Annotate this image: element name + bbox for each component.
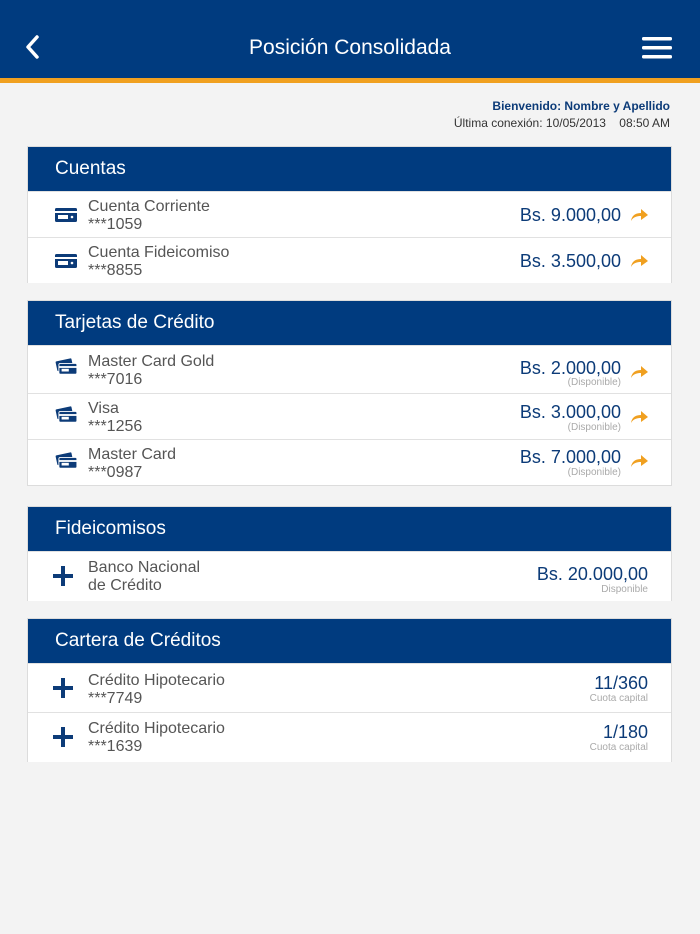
bank-card-icon	[55, 207, 79, 225]
credit-card-row[interactable]	[28, 345, 671, 393]
loan-installment: 1/180	[602, 722, 648, 742]
trust-amount: Bs. 20.000,00	[536, 564, 648, 584]
account-name: Cuenta Fideicomiso	[88, 244, 230, 261]
section-cartera	[27, 618, 672, 762]
account-amount: Bs. 9.000,00	[519, 205, 621, 225]
loan-number: ***1639	[88, 738, 143, 755]
card-available-amount: Bs. 2.000,00	[519, 358, 621, 378]
credit-cards-icon	[55, 406, 79, 424]
card-number: ***1256	[88, 418, 143, 435]
card-number: ***0987	[88, 464, 143, 481]
card-available-amount: Bs. 7.000,00	[519, 447, 621, 467]
section-fideicomisos	[27, 506, 672, 601]
accent-stripe	[0, 78, 700, 83]
account-number: ***1059	[88, 216, 143, 233]
trust-row[interactable]	[28, 551, 671, 601]
card-name: Visa	[88, 400, 119, 417]
hamburger-menu-icon	[640, 36, 674, 60]
loan-row[interactable]	[28, 712, 671, 762]
trust-name-line2: de Crédito	[88, 577, 162, 594]
account-amount: Bs. 3.500,00	[519, 251, 621, 271]
plus-icon[interactable]	[53, 678, 73, 698]
loan-name: Crédito Hipotecario	[88, 672, 225, 689]
plus-icon[interactable]	[53, 566, 73, 586]
account-number: ***8855	[88, 262, 143, 279]
loan-installment: 11/360	[594, 673, 648, 693]
section-title-cuentas: Cuentas	[28, 147, 671, 191]
forward-arrow-icon[interactable]	[629, 207, 649, 223]
loan-name: Crédito Hipotecario	[88, 720, 225, 737]
page-title: Posición Consolidada	[249, 36, 451, 59]
section-title-fideicomisos: Fideicomisos	[28, 507, 671, 551]
loan-installment-label: Cuota capital	[589, 693, 648, 704]
account-row[interactable]	[28, 191, 671, 237]
forward-arrow-icon[interactable]	[629, 364, 649, 380]
account-name: Cuenta Corriente	[88, 198, 210, 215]
card-number: ***7016	[88, 371, 143, 388]
menu-button[interactable]	[640, 36, 674, 60]
card-available-label: (Disponible)	[567, 467, 621, 478]
welcome-info	[454, 98, 670, 132]
card-name: Master Card Gold	[88, 353, 215, 370]
credit-cards-icon	[55, 452, 79, 470]
section-title-cartera: Cartera de Créditos	[28, 619, 671, 663]
section-title-tarjetas: Tarjetas de Crédito	[28, 301, 671, 345]
credit-card-row[interactable]	[28, 439, 671, 485]
welcome-greeting: Bienvenido: Nombre y Apellido	[492, 99, 670, 113]
last-login: Última conexión: 10/05/2013 08:50 AM	[453, 116, 670, 130]
forward-arrow-icon[interactable]	[629, 453, 649, 469]
section-cuentas	[27, 146, 672, 283]
loan-row[interactable]	[28, 663, 671, 712]
card-available-label: (Disponible)	[567, 377, 621, 388]
forward-arrow-icon[interactable]	[629, 409, 649, 425]
card-available-label: (Disponible)	[567, 422, 621, 433]
loan-number: ***7749	[88, 690, 143, 707]
section-tarjetas	[27, 300, 672, 486]
plus-icon[interactable]	[53, 727, 73, 747]
credit-cards-icon	[55, 358, 79, 376]
trust-name: Banco Nacional	[88, 559, 201, 576]
forward-arrow-icon[interactable]	[629, 253, 649, 269]
trust-available-label: Disponible	[601, 584, 648, 595]
credit-card-row[interactable]	[28, 393, 671, 439]
bank-card-icon	[55, 253, 79, 271]
card-available-amount: Bs. 3.000,00	[519, 402, 621, 422]
loan-installment-label: Cuota capital	[589, 742, 648, 753]
account-row[interactable]	[28, 237, 671, 283]
card-name: Master Card	[88, 446, 177, 463]
